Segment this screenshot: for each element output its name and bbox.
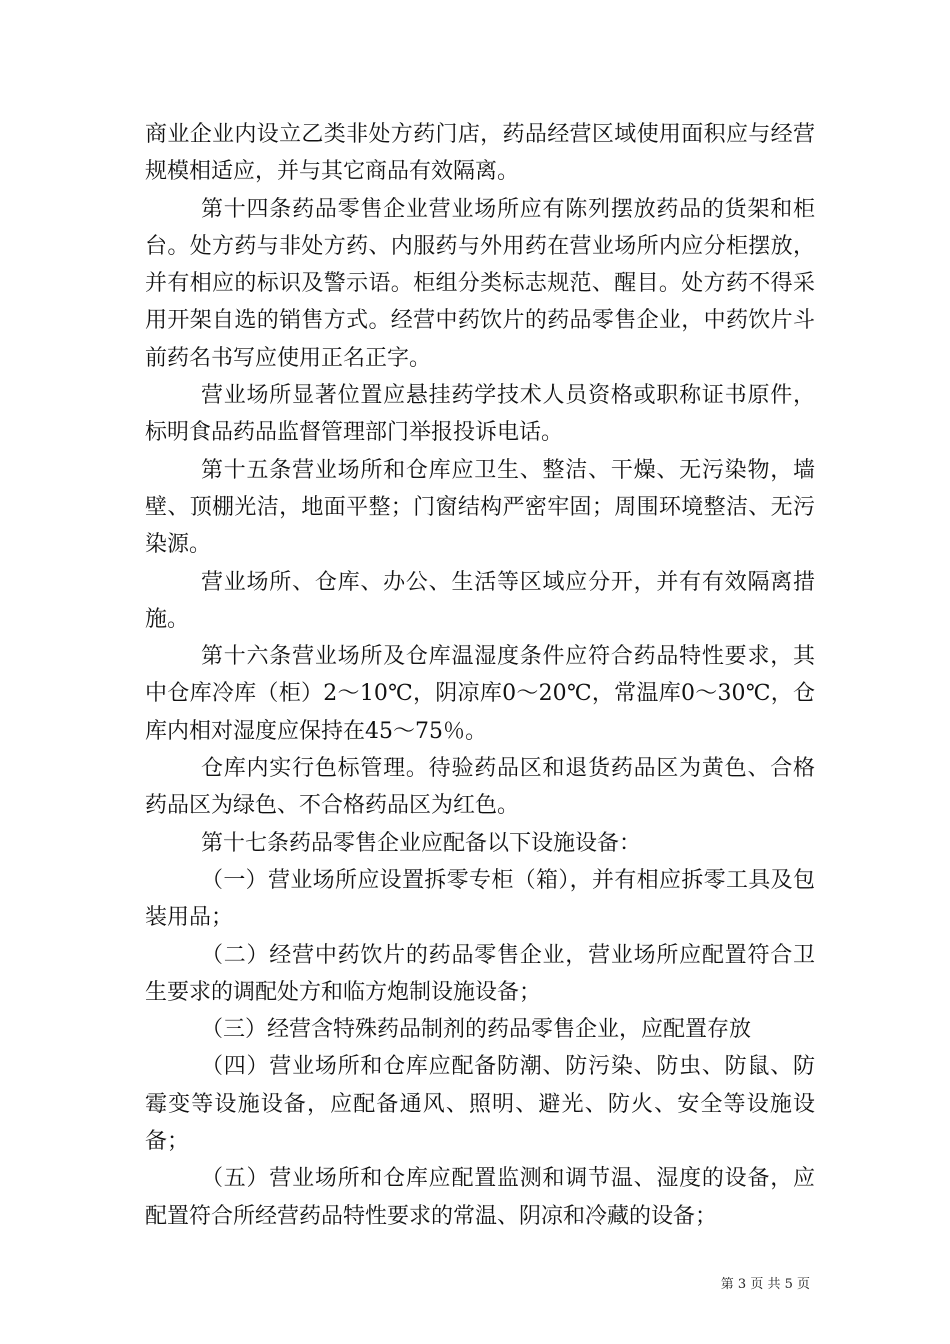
page-number: 第 3 页 共 5 页 [720, 1277, 810, 1292]
paragraph-3: 营业场所显著位置应悬挂药学技术人员资格或职称证书原件，标明食品药品监督管理部门举报投诉电话。 [145, 383, 815, 446]
paragraph-1: 商业企业内设立乙类非处方药门店，药品经营区域使用面积应与经营规模相适应，并与其它商品有效隔离。 [145, 122, 815, 185]
list-item-3: （三）经营含特殊药品制剂的药品零售企业，应配置存放 [201, 1017, 752, 1043]
list-item-2: （二）经营中药饮片的药品零售企业，营业场所应配置符合卫生要求的调配处方和临方炮制设施设备； [145, 942, 815, 1005]
paragraph-article-15: 第十五条营业场所和仓库应卫生、整洁、干燥、无污染物，墙壁、顶棚光洁，地面平整；门窗结构严密牢固；周围环境整洁、无污染源。 [145, 457, 815, 558]
paragraph-article-14: 第十四条药品零售企业营业场所应有陈列摆放药品的货架和柜台。处方药与非处方药、内服药与外用药在营业场所内应分柜摆放，并有相应的标识及警示语。柜组分类标志规范、醒目。处方药不得采用开架自选的销售方式。经营中药饮片的药品零售企业，中药饮片斗前药名书写应使用正名正字。 [145, 196, 815, 371]
document-body [145, 116, 815, 1235]
list-item-1: （一）营业场所应设置拆零专柜（箱），并有相应拆零工具及包装用品； [145, 867, 815, 931]
paragraph-5: 营业场所、仓库、办公、生活等区域应分开，并有有效隔离措施。 [145, 569, 815, 632]
list-item-4: （四）营业场所和仓库应配备防潮、防污染、防虫、防鼠、防霉变等设施设备，应配备通风、照明、避光、防火、安全等设施设备； [145, 1054, 815, 1155]
paragraph-article-16: 第十六条营业场所及仓库温湿度条件应符合药品特性要求，其中仓库冷库（柜）2～10℃，阴凉库0～20℃，常温库0～30℃，仓库内相对湿度应保持在45～75％。 [145, 644, 815, 744]
list-item-5: （五）营业场所和仓库应配置监测和调节温、湿度的设备，应配置符合所经营药品特性要求的常温、阴凉和冷藏的设备； [145, 1166, 815, 1229]
paragraph-7: 仓库内实行色标管理。待验药品区和退货药品区为黄色、合格药品区为绿色、不合格药品区为红色。 [145, 756, 815, 819]
paragraph-article-17: 第十七条药品零售企业应配备以下设施设备： [201, 830, 642, 856]
